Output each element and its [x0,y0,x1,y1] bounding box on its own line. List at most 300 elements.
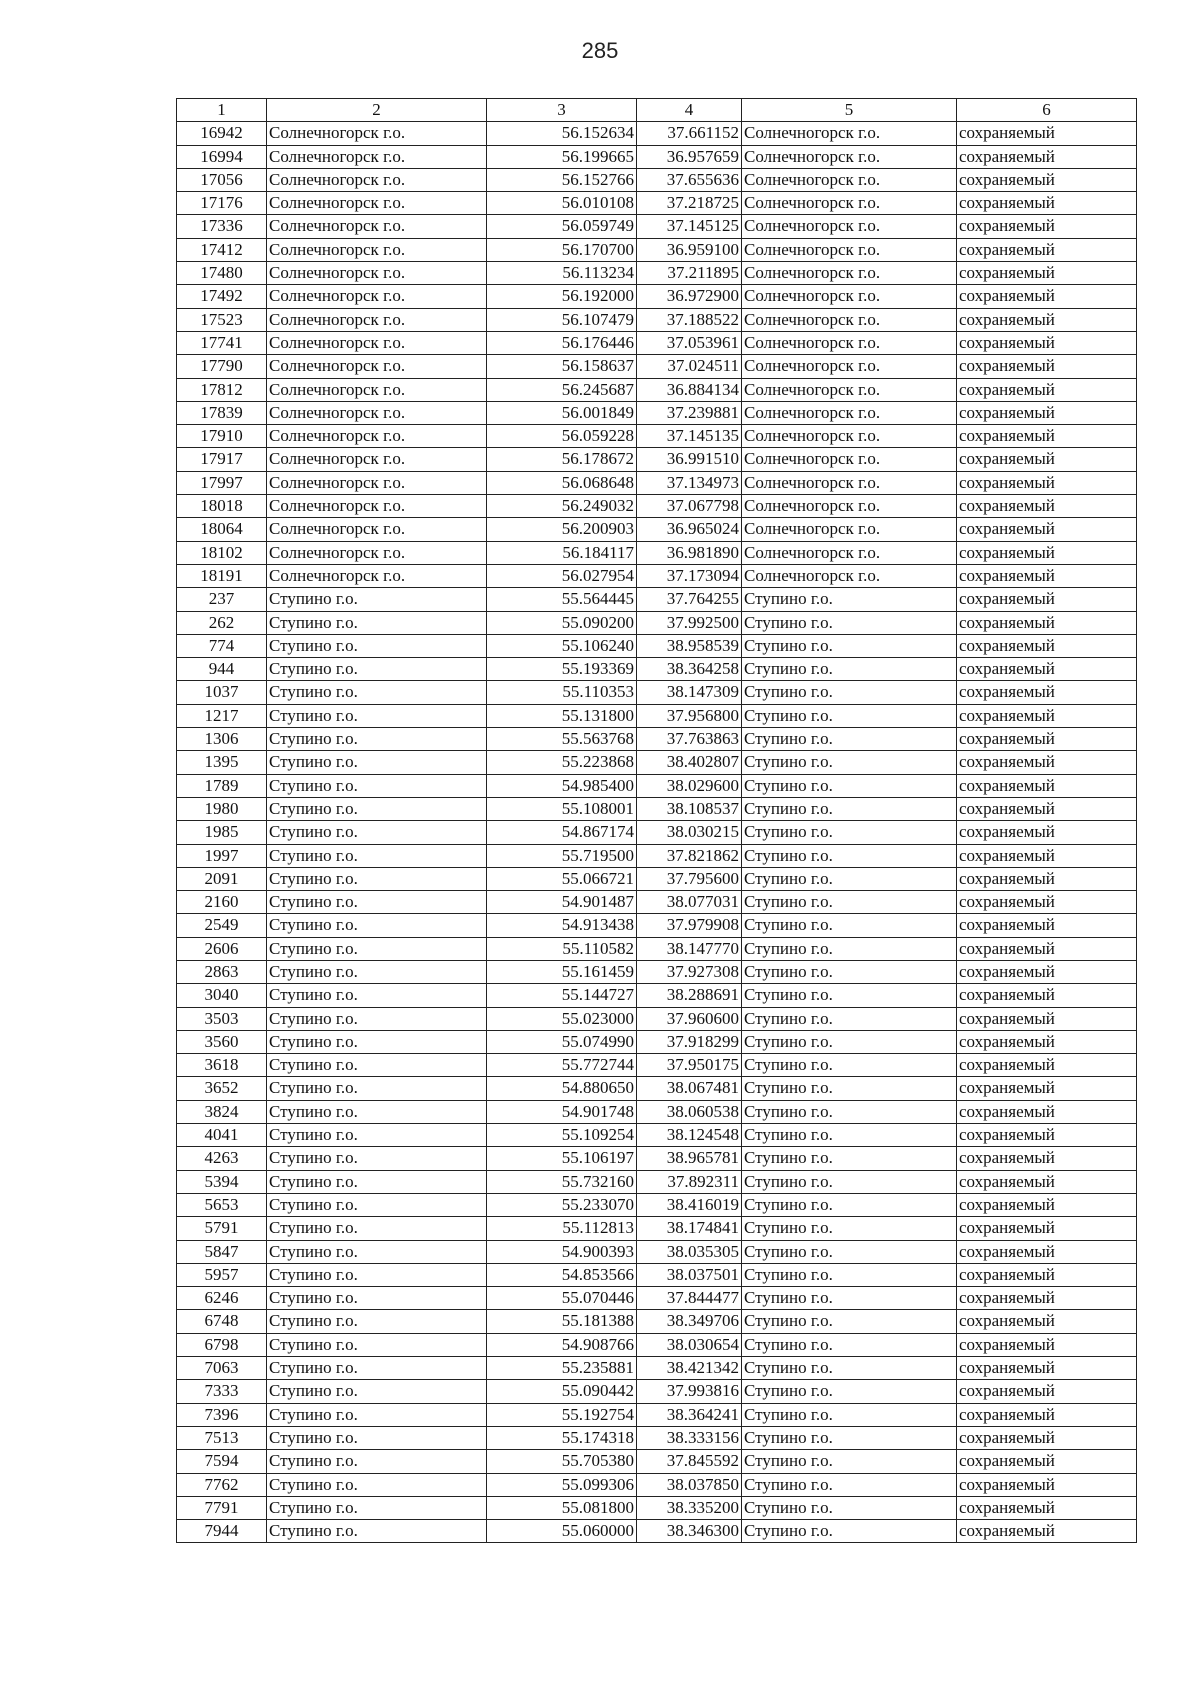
cell-status: сохраняемый [957,1054,1137,1077]
cell-longitude: 37.844477 [637,1287,742,1310]
cell-status: сохраняемый [957,984,1137,1007]
cell-status: сохраняемый [957,658,1137,681]
cell-status: сохраняемый [957,1124,1137,1147]
table-row [177,1426,1137,1449]
cell-district: Ступино г.о. [267,797,487,820]
cell-municipality: Ступино г.о. [742,1287,957,1310]
cell-id: 237 [177,588,267,611]
table-row [177,821,1137,844]
cell-id: 774 [177,634,267,657]
cell-id: 5847 [177,1240,267,1263]
cell-longitude: 37.764255 [637,588,742,611]
cell-latitude: 55.090442 [487,1380,637,1403]
cell-latitude: 54.867174 [487,821,637,844]
cell-longitude: 38.037501 [637,1263,742,1286]
cell-id: 3652 [177,1077,267,1100]
cell-municipality: Ступино г.о. [742,774,957,797]
cell-latitude: 55.106197 [487,1147,637,1170]
cell-id: 7791 [177,1496,267,1519]
cell-id: 7063 [177,1357,267,1380]
table-row [177,751,1137,774]
cell-status: сохраняемый [957,564,1137,587]
cell-district: Солнечногорск г.о. [267,122,487,145]
table-row [177,564,1137,587]
cell-municipality: Ступино г.о. [742,611,957,634]
cell-status: сохраняемый [957,1310,1137,1333]
cell-municipality: Солнечногорск г.о. [742,518,957,541]
cell-id: 7396 [177,1403,267,1426]
cell-district: Ступино г.о. [267,1217,487,1240]
table-row [177,1403,1137,1426]
cell-district: Ступино г.о. [267,1520,487,1543]
cell-longitude: 37.053961 [637,331,742,354]
cell-municipality: Ступино г.о. [742,914,957,937]
cell-latitude: 55.131800 [487,704,637,727]
cell-latitude: 55.106240 [487,634,637,657]
cell-district: Солнечногорск г.о. [267,192,487,215]
cell-municipality: Ступино г.о. [742,891,957,914]
cell-id: 1789 [177,774,267,797]
cell-id: 6748 [177,1310,267,1333]
cell-district: Ступино г.о. [267,1287,487,1310]
cell-status: сохраняемый [957,960,1137,983]
cell-status: сохраняемый [957,728,1137,751]
cell-id: 5653 [177,1193,267,1216]
cell-latitude: 55.564445 [487,588,637,611]
cell-status: сохраняемый [957,168,1137,191]
table-row [177,728,1137,751]
cell-latitude: 55.563768 [487,728,637,751]
cell-latitude: 56.245687 [487,378,637,401]
cell-municipality: Ступино г.о. [742,1054,957,1077]
cell-id: 7762 [177,1473,267,1496]
cell-district: Ступино г.о. [267,1263,487,1286]
cell-id: 17839 [177,401,267,424]
cell-latitude: 55.732160 [487,1170,637,1193]
cell-status: сохраняемый [957,378,1137,401]
table-row [177,122,1137,145]
cell-district: Солнечногорск г.о. [267,495,487,518]
cell-id: 7333 [177,1380,267,1403]
cell-status: сохраняемый [957,1170,1137,1193]
cell-status: сохраняемый [957,518,1137,541]
cell-latitude: 55.066721 [487,867,637,890]
cell-latitude: 56.176446 [487,331,637,354]
cell-district: Ступино г.о. [267,1147,487,1170]
cell-municipality: Ступино г.о. [742,1170,957,1193]
cell-status: сохраняемый [957,145,1137,168]
cell-status: сохраняемый [957,1263,1137,1286]
cell-id: 262 [177,611,267,634]
cell-longitude: 38.077031 [637,891,742,914]
cell-municipality: Ступино г.о. [742,1100,957,1123]
cell-latitude: 56.158637 [487,355,637,378]
cell-status: сохраняемый [957,495,1137,518]
cell-id: 7513 [177,1426,267,1449]
cell-municipality: Солнечногорск г.о. [742,331,957,354]
table-header-row [177,99,1137,122]
cell-longitude: 38.030654 [637,1333,742,1356]
cell-municipality: Ступино г.о. [742,634,957,657]
table-row [177,1380,1137,1403]
cell-municipality: Ступино г.о. [742,1520,957,1543]
cell-longitude: 36.981890 [637,541,742,564]
cell-longitude: 37.979908 [637,914,742,937]
cell-longitude: 36.957659 [637,145,742,168]
cell-district: Ступино г.о. [267,1170,487,1193]
table-row [177,355,1137,378]
cell-id: 17492 [177,285,267,308]
cell-longitude: 38.147309 [637,681,742,704]
cell-id: 1980 [177,797,267,820]
table-row [177,1450,1137,1473]
cell-latitude: 54.900393 [487,1240,637,1263]
cell-district: Солнечногорск г.о. [267,285,487,308]
cell-status: сохраняемый [957,262,1137,285]
cell-status: сохраняемый [957,215,1137,238]
cell-district: Ступино г.о. [267,774,487,797]
cell-district: Ступино г.о. [267,1054,487,1077]
cell-district: Солнечногорск г.о. [267,518,487,541]
cell-district: Солнечногорск г.о. [267,355,487,378]
cell-district: Ступино г.о. [267,960,487,983]
cell-id: 2863 [177,960,267,983]
table-row [177,378,1137,401]
cell-latitude: 55.705380 [487,1450,637,1473]
cell-longitude: 37.845592 [637,1450,742,1473]
cell-municipality: Ступино г.о. [742,1124,957,1147]
cell-longitude: 37.960600 [637,1007,742,1030]
cell-district: Ступино г.о. [267,891,487,914]
cell-longitude: 36.965024 [637,518,742,541]
cell-district: Солнечногорск г.о. [267,331,487,354]
cell-municipality: Солнечногорск г.о. [742,215,957,238]
cell-municipality: Ступино г.о. [742,1240,957,1263]
cell-longitude: 38.335200 [637,1496,742,1519]
cell-longitude: 38.147770 [637,937,742,960]
cell-longitude: 37.918299 [637,1030,742,1053]
cell-id: 5394 [177,1170,267,1193]
cell-municipality: Солнечногорск г.о. [742,238,957,261]
cell-id: 3618 [177,1054,267,1077]
cell-longitude: 37.795600 [637,867,742,890]
cell-status: сохраняемый [957,844,1137,867]
cell-longitude: 37.218725 [637,192,742,215]
cell-latitude: 54.913438 [487,914,637,937]
table-row [177,844,1137,867]
cell-latitude: 56.059228 [487,425,637,448]
column-header-5: 5 [742,99,957,122]
cell-municipality: Ступино г.о. [742,1217,957,1240]
cell-longitude: 38.364241 [637,1403,742,1426]
column-header-4: 4 [637,99,742,122]
table-row [177,238,1137,261]
cell-latitude: 55.108001 [487,797,637,820]
cell-id: 17523 [177,308,267,331]
table-row [177,704,1137,727]
cell-id: 3503 [177,1007,267,1030]
cell-id: 17790 [177,355,267,378]
cell-status: сохраняемый [957,1450,1137,1473]
cell-id: 17056 [177,168,267,191]
cell-municipality: Ступино г.о. [742,1450,957,1473]
cell-latitude: 55.074990 [487,1030,637,1053]
cell-district: Ступино г.о. [267,1077,487,1100]
cell-status: сохраняемый [957,1147,1137,1170]
cell-latitude: 55.109254 [487,1124,637,1147]
table-row [177,588,1137,611]
cell-longitude: 38.346300 [637,1520,742,1543]
cell-district: Ступино г.о. [267,1310,487,1333]
cell-longitude: 38.060538 [637,1100,742,1123]
cell-district: Ступино г.о. [267,588,487,611]
cell-latitude: 54.901748 [487,1100,637,1123]
table-row [177,1100,1137,1123]
cell-district: Солнечногорск г.о. [267,145,487,168]
cell-district: Солнечногорск г.о. [267,448,487,471]
page-number: 285 [581,38,619,63]
cell-municipality: Ступино г.о. [742,1380,957,1403]
cell-district: Ступино г.о. [267,1124,487,1147]
cell-longitude: 38.029600 [637,774,742,797]
cell-latitude: 56.200903 [487,518,637,541]
cell-municipality: Солнечногорск г.о. [742,541,957,564]
cell-status: сохраняемый [957,425,1137,448]
table-row [177,285,1137,308]
cell-district: Ступино г.о. [267,1473,487,1496]
cell-id: 1985 [177,821,267,844]
cell-longitude: 37.655636 [637,168,742,191]
cell-longitude: 38.174841 [637,1217,742,1240]
cell-latitude: 55.144727 [487,984,637,1007]
cell-status: сохраняемый [957,891,1137,914]
cell-latitude: 55.112813 [487,1217,637,1240]
cell-status: сохраняемый [957,588,1137,611]
cell-id: 2549 [177,914,267,937]
cell-id: 17741 [177,331,267,354]
cell-id: 17336 [177,215,267,238]
cell-municipality: Ступино г.о. [742,1310,957,1333]
cell-municipality: Солнечногорск г.о. [742,471,957,494]
cell-id: 4041 [177,1124,267,1147]
cell-latitude: 54.985400 [487,774,637,797]
cell-district: Ступино г.о. [267,658,487,681]
cell-id: 2160 [177,891,267,914]
cell-longitude: 36.991510 [637,448,742,471]
cell-id: 1395 [177,751,267,774]
cell-latitude: 56.178672 [487,448,637,471]
cell-municipality: Солнечногорск г.о. [742,448,957,471]
cell-longitude: 38.108537 [637,797,742,820]
cell-id: 6246 [177,1287,267,1310]
cell-longitude: 37.188522 [637,308,742,331]
cell-id: 1037 [177,681,267,704]
cell-latitude: 56.027954 [487,564,637,587]
cell-municipality: Ступино г.о. [742,658,957,681]
cell-municipality: Солнечногорск г.о. [742,285,957,308]
cell-municipality: Солнечногорск г.о. [742,378,957,401]
cell-municipality: Ступино г.о. [742,681,957,704]
cell-id: 1306 [177,728,267,751]
cell-municipality: Ступино г.о. [742,751,957,774]
cell-status: сохраняемый [957,1496,1137,1519]
cell-id: 7944 [177,1520,267,1543]
cell-id: 17176 [177,192,267,215]
cell-longitude: 36.959100 [637,238,742,261]
cell-id: 1997 [177,844,267,867]
table-row [177,448,1137,471]
table-row [177,937,1137,960]
cell-latitude: 56.184117 [487,541,637,564]
table-row [177,1310,1137,1333]
cell-district: Ступино г.о. [267,844,487,867]
cell-district: Ступино г.о. [267,1357,487,1380]
column-header-3: 3 [487,99,637,122]
cell-status: сохраняемый [957,1240,1137,1263]
cell-longitude: 37.211895 [637,262,742,285]
table-row [177,1030,1137,1053]
cell-municipality: Ступино г.о. [742,1426,957,1449]
cell-longitude: 38.037850 [637,1473,742,1496]
cell-id: 7594 [177,1450,267,1473]
cell-status: сохраняемый [957,192,1137,215]
cell-municipality: Ступино г.о. [742,1263,957,1286]
cell-status: сохраняемый [957,1287,1137,1310]
cell-latitude: 55.233070 [487,1193,637,1216]
table-row [177,262,1137,285]
cell-district: Ступино г.о. [267,1333,487,1356]
cell-id: 17917 [177,448,267,471]
table-row [177,1147,1137,1170]
cell-longitude: 38.416019 [637,1193,742,1216]
cell-status: сохраняемый [957,774,1137,797]
cell-longitude: 38.421342 [637,1357,742,1380]
cell-district: Солнечногорск г.о. [267,564,487,587]
table-row [177,425,1137,448]
cell-district: Солнечногорск г.о. [267,401,487,424]
cell-longitude: 37.661152 [637,122,742,145]
cell-municipality: Солнечногорск г.о. [742,425,957,448]
cell-longitude: 38.364258 [637,658,742,681]
cell-district: Ступино г.о. [267,1030,487,1053]
cell-municipality: Солнечногорск г.о. [742,145,957,168]
cell-municipality: Ступино г.о. [742,797,957,820]
cell-status: сохраняемый [957,1473,1137,1496]
cell-status: сохраняемый [957,611,1137,634]
cell-latitude: 55.235881 [487,1357,637,1380]
cell-longitude: 38.402807 [637,751,742,774]
cell-id: 3560 [177,1030,267,1053]
cell-id: 18102 [177,541,267,564]
cell-longitude: 37.950175 [637,1054,742,1077]
cell-municipality: Солнечногорск г.о. [742,122,957,145]
column-header-1: 1 [177,99,267,122]
cell-latitude: 56.152634 [487,122,637,145]
cell-latitude: 55.099306 [487,1473,637,1496]
cell-longitude: 37.992500 [637,611,742,634]
cell-municipality: Ступино г.о. [742,728,957,751]
cell-district: Ступино г.о. [267,704,487,727]
cell-status: сохраняемый [957,1357,1137,1380]
cell-id: 16994 [177,145,267,168]
table-row [177,797,1137,820]
cell-id: 2606 [177,937,267,960]
table-row [177,1263,1137,1286]
table-row [177,1007,1137,1030]
cell-longitude: 38.067481 [637,1077,742,1100]
cell-longitude: 37.821862 [637,844,742,867]
cell-district: Ступино г.о. [267,611,487,634]
cell-district: Ступино г.о. [267,1380,487,1403]
cell-latitude: 56.152766 [487,168,637,191]
cell-id: 6798 [177,1333,267,1356]
cell-longitude: 36.972900 [637,285,742,308]
cell-status: сохраняемый [957,1077,1137,1100]
cell-id: 2091 [177,867,267,890]
table-row [177,401,1137,424]
table-row [177,1357,1137,1380]
cell-id: 17910 [177,425,267,448]
cell-latitude: 56.001849 [487,401,637,424]
cell-latitude: 56.107479 [487,308,637,331]
table-row [177,541,1137,564]
cell-district: Ступино г.о. [267,1450,487,1473]
table-row [177,215,1137,238]
cell-id: 17412 [177,238,267,261]
cell-latitude: 54.880650 [487,1077,637,1100]
cell-status: сохраняемый [957,1030,1137,1053]
cell-status: сохраняемый [957,285,1137,308]
cell-district: Ступино г.о. [267,1403,487,1426]
cell-latitude: 55.174318 [487,1426,637,1449]
cell-status: сохраняемый [957,308,1137,331]
cell-id: 17997 [177,471,267,494]
cell-district: Солнечногорск г.о. [267,238,487,261]
cell-municipality: Ступино г.о. [742,1333,957,1356]
cell-municipality: Ступино г.о. [742,704,957,727]
cell-district: Солнечногорск г.о. [267,215,487,238]
cell-latitude: 55.110353 [487,681,637,704]
table-row [177,1077,1137,1100]
cell-status: сохраняемый [957,634,1137,657]
cell-id: 5957 [177,1263,267,1286]
cell-longitude: 38.035305 [637,1240,742,1263]
cell-municipality: Солнечногорск г.о. [742,355,957,378]
cell-district: Ступино г.о. [267,751,487,774]
cell-district: Солнечногорск г.о. [267,168,487,191]
table-row [177,960,1137,983]
cell-municipality: Ступино г.о. [742,844,957,867]
cell-status: сохраняемый [957,331,1137,354]
cell-district: Ступино г.о. [267,1193,487,1216]
cell-district: Ступино г.о. [267,867,487,890]
cell-district: Ступино г.о. [267,1426,487,1449]
cell-longitude: 37.145125 [637,215,742,238]
cell-status: сохраняемый [957,122,1137,145]
cell-municipality: Ступино г.о. [742,867,957,890]
cell-latitude: 56.113234 [487,262,637,285]
cell-id: 18018 [177,495,267,518]
cell-latitude: 54.853566 [487,1263,637,1286]
cell-latitude: 55.181388 [487,1310,637,1333]
cell-status: сохраняемый [957,471,1137,494]
cell-municipality: Ступино г.о. [742,1030,957,1053]
table-row [177,1333,1137,1356]
cell-status: сохраняемый [957,751,1137,774]
table-row [177,1124,1137,1147]
table-row [177,1240,1137,1263]
cell-id: 3040 [177,984,267,1007]
